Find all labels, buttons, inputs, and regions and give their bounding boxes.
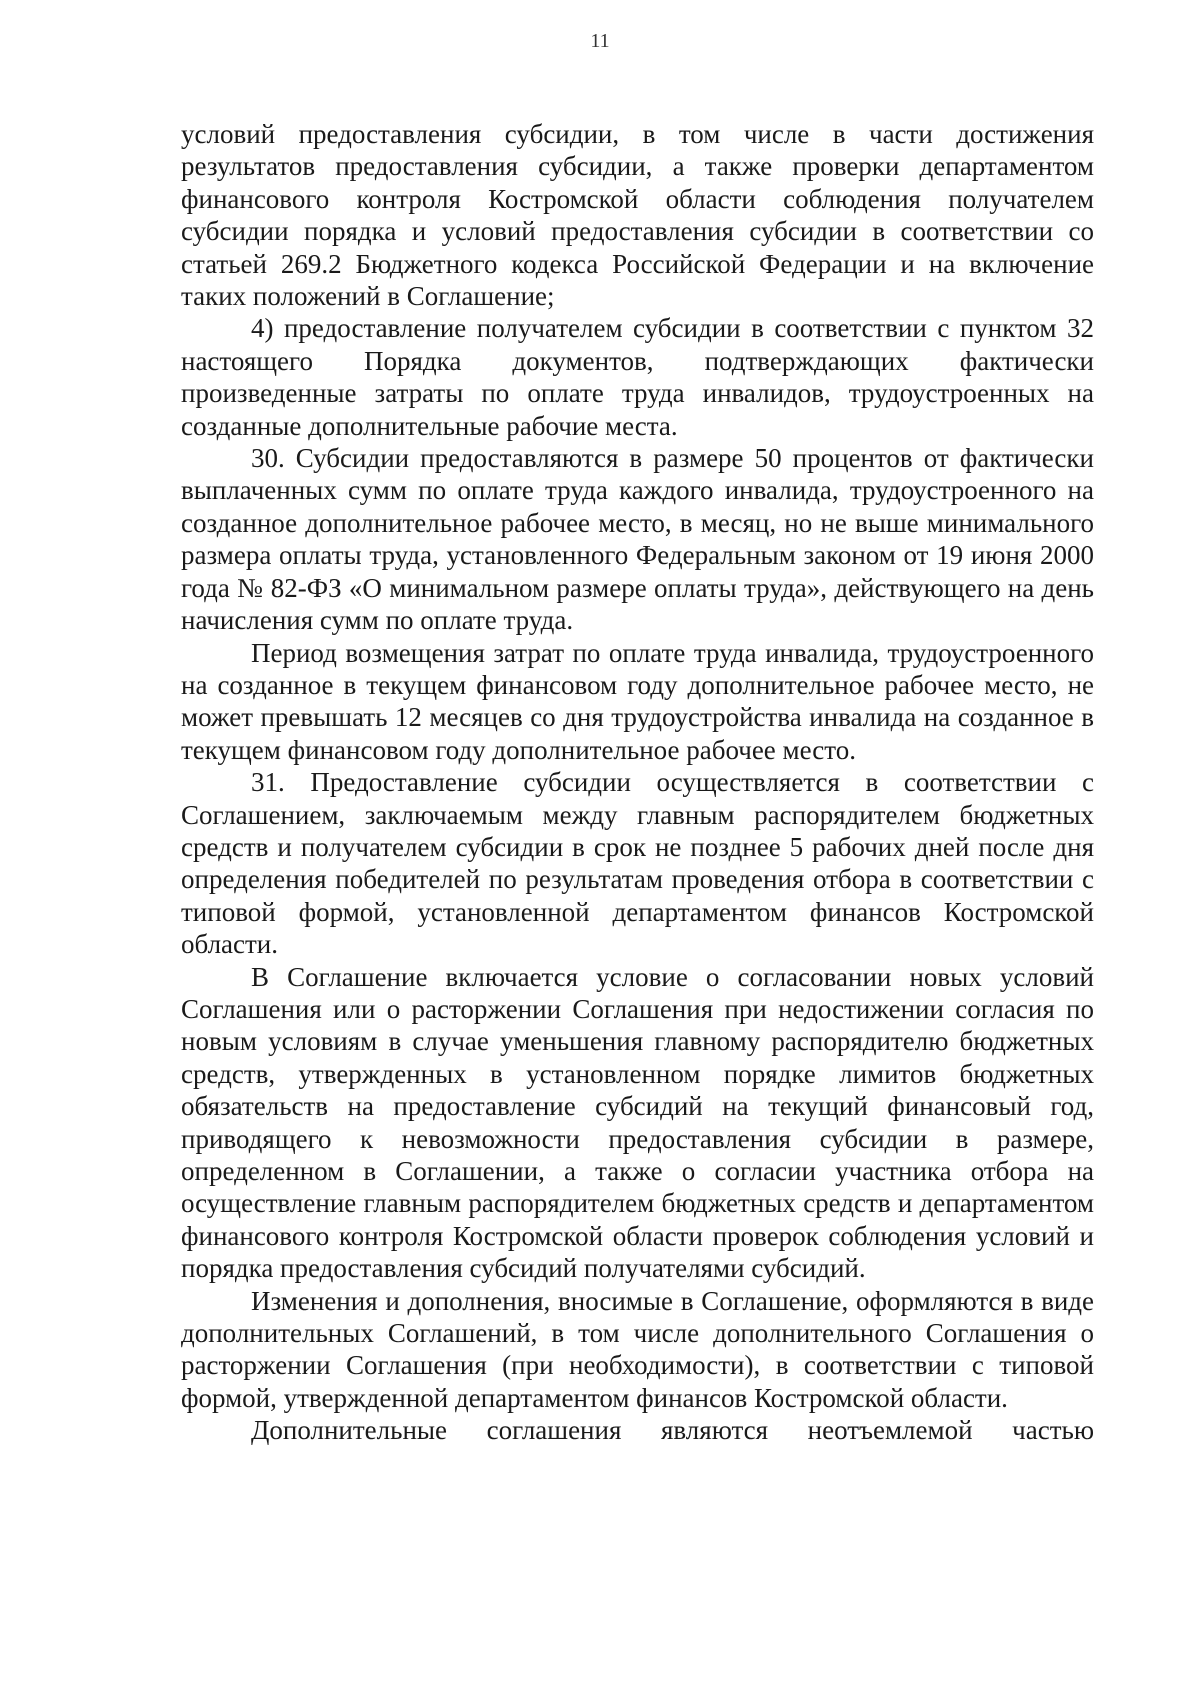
paragraph-agreement-conditions: В Соглашение включается условие о согласовании новых условий Соглашения или о расторжении Соглашения при недостижении согласия по новым условиям в случае уменьшения главному распорядителю бюджетных средств, утвержденных в установленном порядке лимитов бюджетных обязательств на предоставление субсидий на текущий финансовый год, приводящего к невозможности предоставления субсидии в размере, определенном в Соглашении, а также о согласии участника отбора на осуществление главным распорядителем бюджетных средств и департаментом финансового контроля Костромской области проверок соблюдения условий и порядка предоставления субсидий получателями субсидий. — [181, 961, 1094, 1284]
paragraph-amendments: Изменения и дополнения, вносимые в Соглашение, оформляются в виде дополнительных Соглашений, в том числе дополнительного Соглашения о расторжении Соглашения (при необходимости), в соответствии с типовой формой, утвержденной департаментом финансов Костромской области. — [181, 1285, 1094, 1413]
paragraph-clause-31: 31. Предоставление субсидии осуществляется в соответствии с Соглашением, заключаемым между главным распорядителем бюджетных средств и получателем субсидии в срок не позднее 5 рабочих дней после дня определения победителей по результатам проведения отбора в соответствии с типовой формой, установленной департаментом финансов Костромской области. — [181, 767, 1094, 960]
paragraph-item-4: 4) предоставление получателем субсидии в соответствии с пунктом 32 настоящего Порядка документов, подтверждающих фактически произведенные затраты по оплате труда инвалидов, трудоустроенных на созданные дополнительные рабочие места. — [181, 313, 1094, 441]
document-body — [181, 118, 1094, 1447]
paragraph-additional-agreements: Дополнительные соглашения являются неотъемлемой частью — [251, 1415, 1094, 1446]
page-number: 11 — [590, 30, 610, 52]
paragraph-conditions-continuation: условий предоставления субсидии, в том числе в части достижения результатов предоставления субсидии, а также проверки департаментом финансового контроля Костромской области соблюдения получателем субсидии порядка и условий предоставления субсидии в соответствии со статьей 269.2 Бюджетного кодекса Российской Федерации и на включение таких положений в Соглашение; — [181, 119, 1094, 312]
paragraph-reimbursement-period: Период возмещения затрат по оплате труда инвалида, трудоустроенного на созданное в текущем финансовом году дополнительное рабочее место, не может превышать 12 месяцев со дня трудоустройства инвалида на созданное в текущем финансовом году дополнительное рабочее место. — [181, 637, 1094, 765]
paragraph-clause-30: 30. Субсидии предоставляются в размере 50 процентов от фактически выплаченных сумм по оплате труда каждого инвалида, трудоустроенного на созданное дополнительное рабочее место, в месяц, но не выше минимального размера оплаты труда, установленного Федеральным законом от 19 июня 2000 года № 82-ФЗ «О минимальном размере оплаты труда», действующего на день начисления сумм по оплате труда. — [181, 443, 1094, 636]
